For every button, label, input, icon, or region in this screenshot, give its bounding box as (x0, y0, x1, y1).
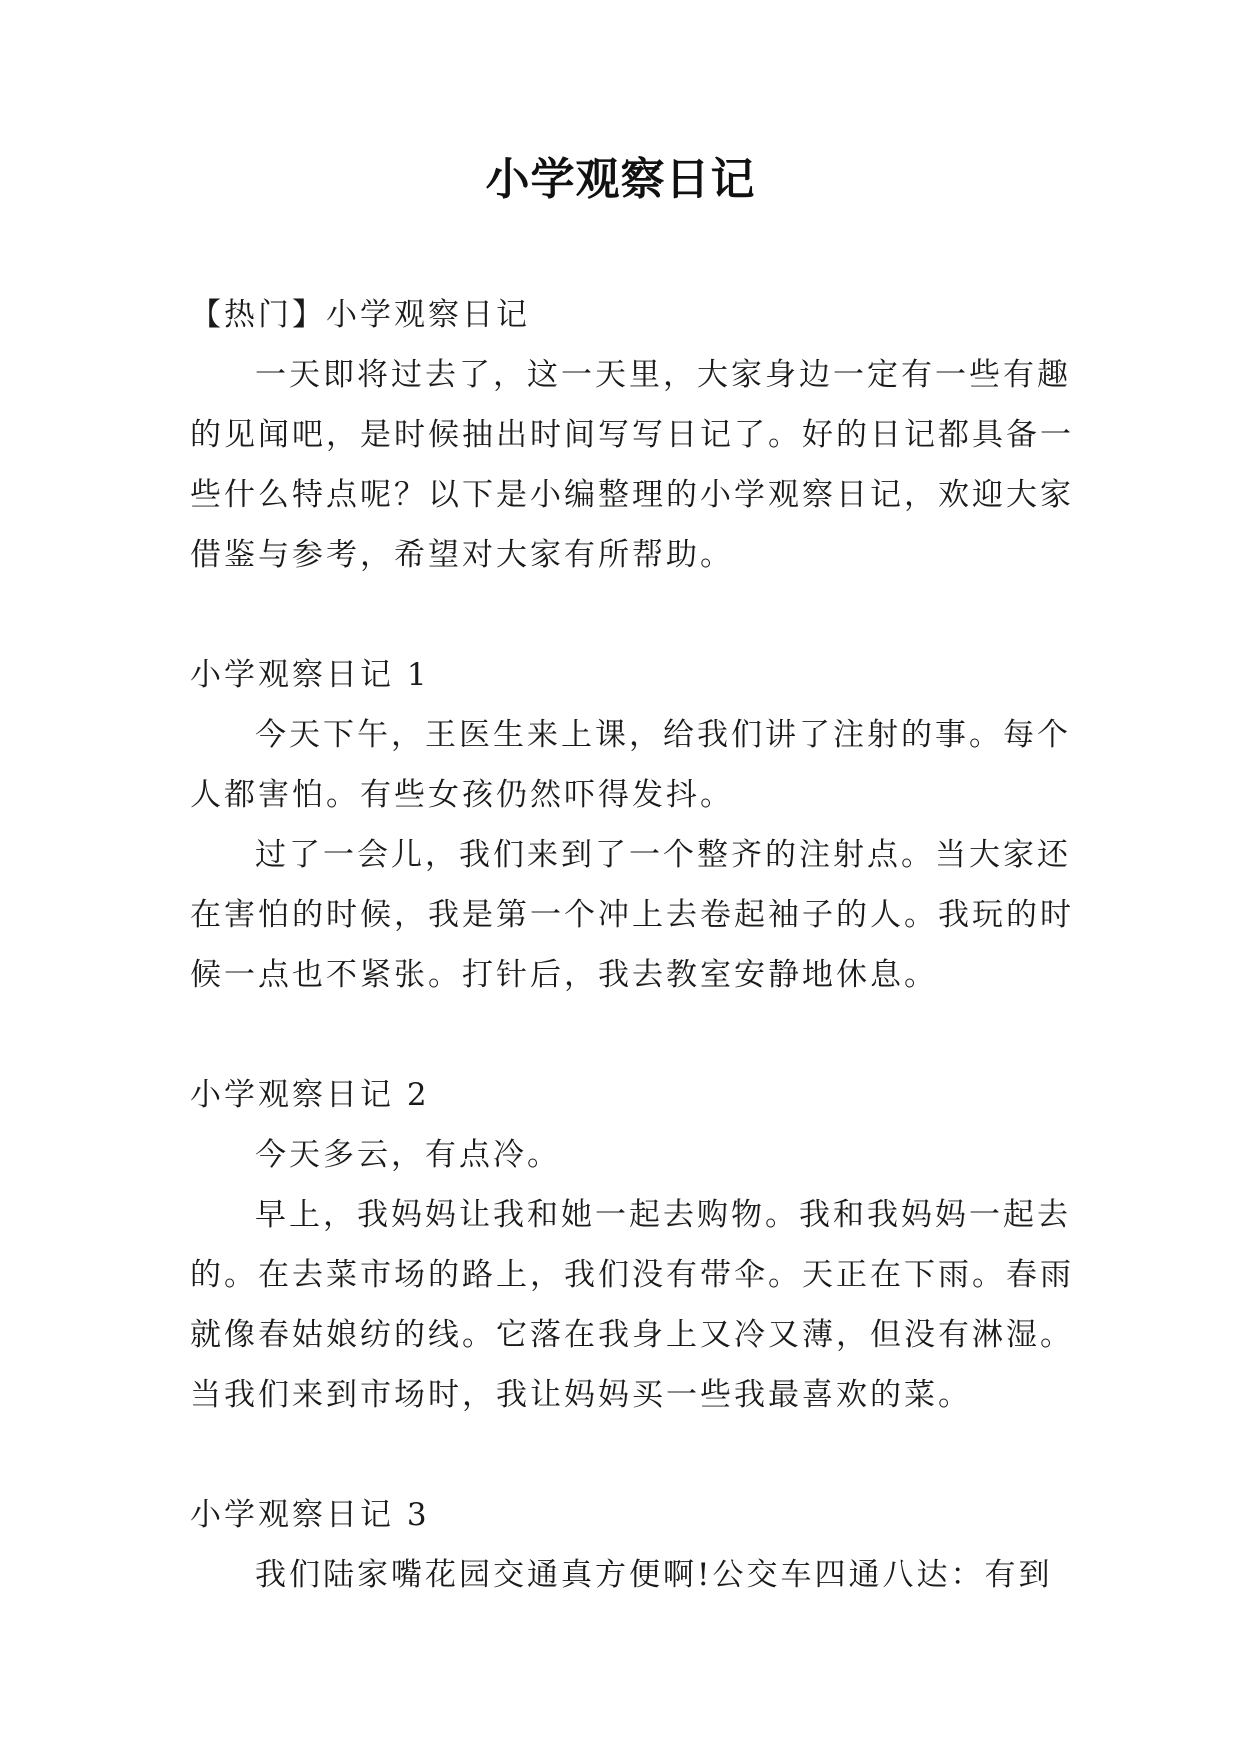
paragraph-line: 的。在去菜市场的路上，我们没有带伞。天正在下雨。春雨 (190, 1257, 1074, 1293)
paragraph-line: 一天即将过去了，这一天里，大家身边一定有一些有趣 (255, 357, 1071, 393)
section-spacer (190, 1425, 1080, 1485)
paragraph-line: 些什么特点呢？以下是小编整理的小学观察日记，欢迎大家 (190, 477, 1074, 513)
paragraph-line: 今天多云，有点冷。 (255, 1137, 561, 1173)
paragraph-line: 的见闻吧，是时候抽出时间写写日记了。好的日记都具备一 (190, 417, 1074, 453)
paragraph-line: 借鉴与参考，希望对大家有所帮助。 (190, 537, 734, 573)
paragraph-line: 候一点也不紧张。打针后，我去教室安静地休息。 (190, 957, 938, 993)
document-body (190, 285, 1080, 1605)
paragraph-line: 我们陆家嘴花园交通真方便啊!公交车四通八达：有到 (255, 1557, 1053, 1593)
paragraph-line: 人都害怕。有些女孩仍然吓得发抖。 (190, 777, 734, 813)
paragraph-line: 今天下午，王医生来上课，给我们讲了注射的事。每个 (255, 717, 1071, 753)
intro-heading: 【热门】小学观察日记 (190, 297, 530, 333)
section-heading: 小学观察日记 1 (190, 657, 430, 693)
section-heading: 小学观察日记 2 (190, 1077, 430, 1113)
section-spacer (190, 585, 1080, 645)
paragraph-line: 就像春姑娘纺的线。它落在我身上又冷又薄，但没有淋湿。 (190, 1317, 1074, 1353)
paragraph-line: 当我们来到市场时，我让妈妈买一些我最喜欢的菜。 (190, 1377, 972, 1413)
section-spacer (190, 1005, 1080, 1065)
paragraph-line: 过了一会儿，我们来到了一个整齐的注射点。当大家还 (255, 837, 1071, 873)
paragraph-line: 早上，我妈妈让我和她一起去购物。我和我妈妈一起去 (255, 1197, 1071, 1233)
section-heading: 小学观察日记 3 (190, 1497, 430, 1533)
paragraph-line: 在害怕的时候，我是第一个冲上去卷起袖子的人。我玩的时 (190, 897, 1074, 933)
page-title: 小学观察日记 (485, 154, 756, 205)
